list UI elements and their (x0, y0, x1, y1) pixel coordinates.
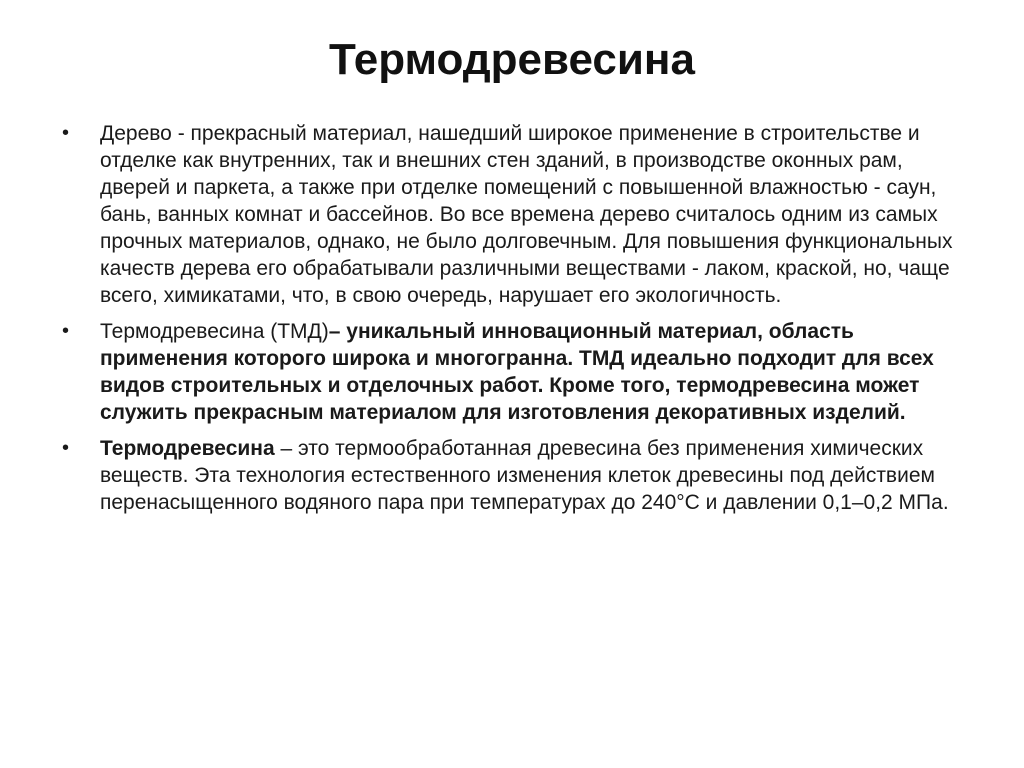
bullet-icon: • (62, 122, 70, 144)
bullet-text-definition: – это термообработанная древесина без применения химических веществ. Эта технология естественного изменения клеток древесины под действием перенасыщенного водяного пара при температурах до 240°С и давлении 0,1–0,2 МПа. (100, 437, 949, 514)
bullet-item-tmd (62, 318, 974, 426)
bullet-bold-tmd: – уникальный инновационный материал, область применения которого широка и многогранна. ТМД идеально подходит для всех видов строительных и отделочных работ. Кроме того, термодревесина может служить прекрасным материалом для изготовления декоративных изделий. (100, 320, 934, 424)
bullet-bold-lead-definition: Термодревесина (100, 437, 275, 460)
bullet-lead-tmd: Термодревесина (ТМД) (100, 320, 329, 343)
bullet-icon: • (62, 437, 70, 459)
bullet-item-definition (62, 435, 974, 516)
slide-title: Термодревесина (329, 35, 695, 84)
bullet-list (62, 120, 974, 525)
bullet-icon: • (62, 320, 70, 342)
bullet-text-intro: Дерево - прекрасный материал, нашедший широкое применение в строительстве и отделке как внутренних, так и внешних стен зданий, в производстве оконных рам, дверей и паркета, а также при отделке помещений с повышенной влажностью - саун, бань, ванных комнат и бассейнов. Во все времена дерево считалось одним из самых прочных материалов, однако, не было долговечным. Для повышения функциональных качеств дерева его обрабатывали различными веществами - лаком, краской, но, чаще всего, химикатами, что, в свою очередь, нарушает его экологичность. (100, 122, 953, 307)
bullet-item-intro (62, 120, 974, 309)
